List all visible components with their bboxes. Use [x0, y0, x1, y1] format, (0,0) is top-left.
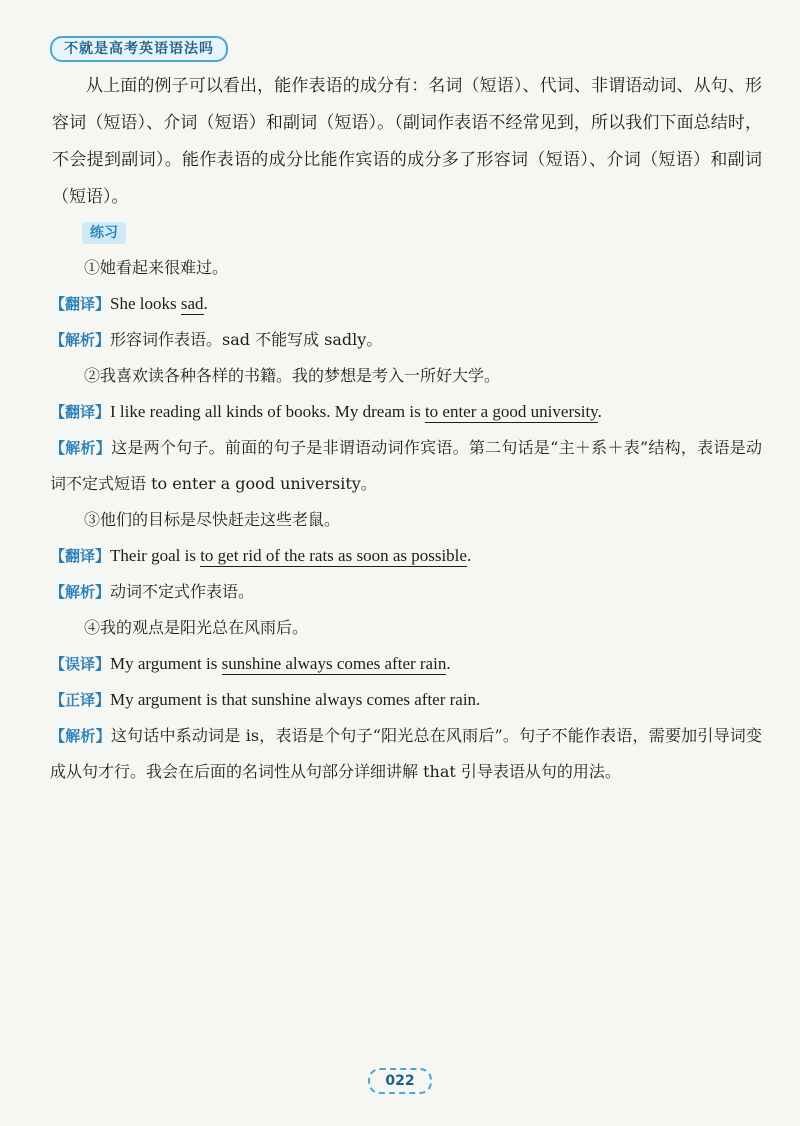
analysis-4 [50, 718, 762, 790]
translation-2 [50, 394, 762, 430]
underlined-predicative: to get rid of the rats as soon as possible [200, 546, 467, 565]
translation-label: 【翻译】 [50, 547, 111, 565]
intro-paragraph: 从上面的例子可以看出，能作表语的成分有：名词（短语）、代词、非谓语动词、从句、形容词（短语）、介词（短语）和副词（短语）。（副词作表语不经常见到，所以我们下面总结时，不会提到副词）。能作表语的成分比能作宾语的成分多了形容词（短语）、介词（短语）和副词（短语）。 [52, 76, 762, 207]
translation-text: I like reading all kinds of books. My dream is to enter a good university. [110, 402, 602, 421]
analysis-label: 【解析】 [50, 727, 111, 745]
exercise-list [50, 250, 762, 790]
analysis-text: 这是两个句子。前面的句子是非谓语动词作宾语。第二句话是“主＋系＋表”结构，表语是动词不定式短语 to enter a good university。 [50, 438, 762, 493]
underlined-predicative: sunshine always comes after rain [221, 654, 447, 673]
translation-text: She looks sad. [110, 294, 208, 313]
exercise-prompt-1: ①她看起来很难过。 [84, 258, 229, 277]
analysis-3 [50, 574, 762, 610]
analysis-text: 形容词作表语。sad 不能写成 sadly。 [110, 330, 383, 349]
underlined-predicative: to enter a good university [424, 402, 598, 421]
correct-translation-text: My argument is that sunshine always comes after rain. [110, 690, 481, 709]
wrong-translation-text: My argument is sunshine always comes after rain. [110, 654, 451, 673]
translation-text: Their goal is to get rid of the rats as soon as possible. [110, 546, 472, 565]
wrong-translation-label: 【误译】 [50, 655, 111, 673]
exercise-prompt-3: ③他们的目标是尽快赶走这些老鼠。 [84, 510, 341, 529]
translation-1 [50, 286, 762, 322]
analysis-2 [50, 430, 762, 502]
translation-label: 【翻译】 [50, 295, 111, 313]
analysis-1 [50, 322, 762, 358]
translation-label: 【翻译】 [50, 403, 111, 421]
analysis-text: 这句话中系动词是 is，表语是个句子“阳光总在风雨后”。句子不能作表语，需要加引导词变成从句才行。我会在后面的名词性从句部分详细讲解 that 引导表语从句的用法。 [50, 726, 762, 781]
correct-translation [50, 682, 762, 718]
analysis-text: 动词不定式作表语。 [110, 582, 255, 601]
exercise-label: 练习 [82, 222, 126, 244]
analysis-label: 【解析】 [50, 331, 111, 349]
wrong-translation [50, 646, 762, 682]
analysis-label: 【解析】 [50, 439, 112, 457]
exercise-prompt-4: ④我的观点是阳光总在风雨后。 [84, 618, 309, 637]
book-title-tag: 不就是高考英语语法吗 [50, 36, 228, 62]
exercise-prompt-2: ②我喜欢读各种各样的书籍。我的梦想是考入一所好大学。 [84, 366, 501, 385]
underlined-predicative: sad [180, 294, 204, 313]
page-number: 022 [368, 1068, 432, 1094]
correct-translation-label: 【正译】 [50, 691, 111, 709]
translation-3 [50, 538, 762, 574]
analysis-label: 【解析】 [50, 583, 111, 601]
